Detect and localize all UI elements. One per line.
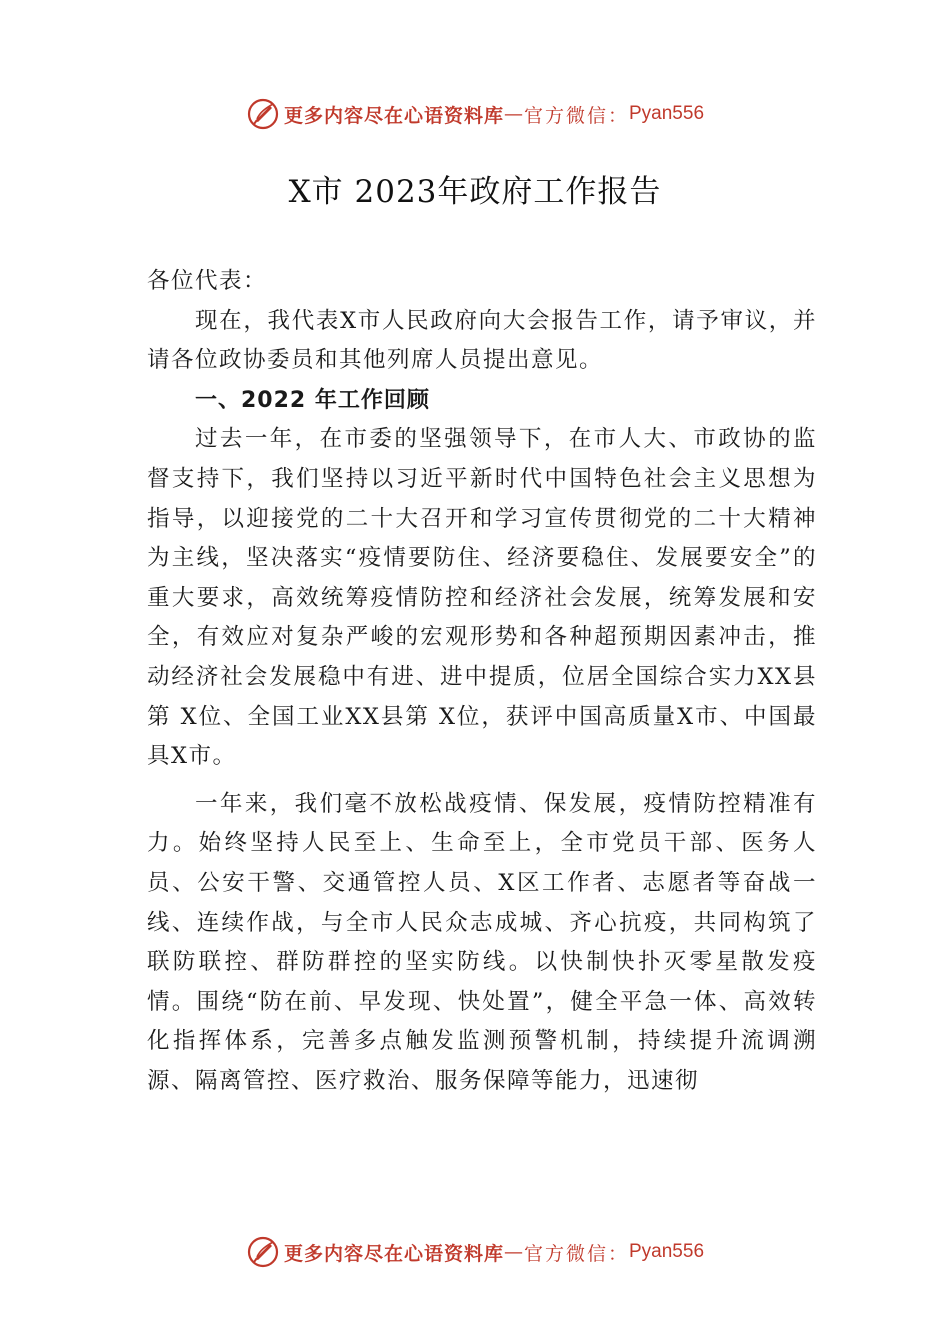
- paragraph-epidemic: 一年来，我们毫不放松战疫情、保发展，疫情防控精准有力。始终坚持人民至上、生命至上，全市党员干部、医务人员、公安干警、交通管控人员、X区工作者、志愿者等奋战一线、连续作战，与全市人民众志成城、齐心抗疫，共同构筑了联防联控、群防群控的坚实防线。以快制快扑灭零星散发疫情。围绕“防在前、早发现、快处置”，健全平急一体、高效转化指挥体系，完善多点触发监测预警机制，持续提升流调溯源、隔离管控、医疗救治、服务保障等能力，迅速彻: [147, 790, 817, 1094]
- watermark-wechat-label: 官方微信：: [523, 104, 629, 127]
- watermark-lead-text: 更多内容尽在心语资料库: [283, 104, 504, 127]
- section-heading: 一、2022 年工作回顾: [195, 387, 430, 413]
- watermark-separator: —: [503, 103, 524, 125]
- watermark-banner-bottom: [0, 1232, 950, 1272]
- salutation: 各位代表：: [147, 268, 268, 294]
- watermark-wechat-id: Pyan556: [629, 103, 705, 124]
- quill-logo-icon: [246, 1235, 280, 1269]
- quill-logo-icon: [246, 97, 280, 131]
- watermark-separator: —: [503, 1241, 524, 1263]
- document-body: [147, 262, 817, 1101]
- paragraph-review: 过去一年，在市委的坚强领导下，在市人大、市政协的监督支持下，我们坚持以习近平新时代中国特色社会主义思想为指导，以迎接党的二十大召开和学习宣传贯彻党的二十大精神为主线，坚决落实“疫情要防住、经济要稳住、发展要安全”的重大要求，高效统筹疫情防控和经济社会发展，统筹发展和安全，有效应对复杂严峻的宏观形势和各种超预期因素冲击，推动经济社会发展稳中有进、进中提质，位居全国综合实力XX县第 X位、全国工业XX县第 X位，获评中国高质量X市、中国最具X市。: [147, 426, 817, 770]
- document-title: X市 2023年政府工作报告: [288, 174, 662, 210]
- paragraph-intro: 现在，我代表X市人民政府向大会报告工作，请予审议，并请各位政协委员和其他列席人员提出意见。: [147, 307, 817, 374]
- watermark-wechat-label: 官方微信：: [523, 1242, 629, 1265]
- watermark-lead-text: 更多内容尽在心语资料库: [283, 1242, 504, 1265]
- watermark-wechat-id: Pyan556: [629, 1241, 705, 1262]
- watermark-banner-top: [0, 94, 950, 134]
